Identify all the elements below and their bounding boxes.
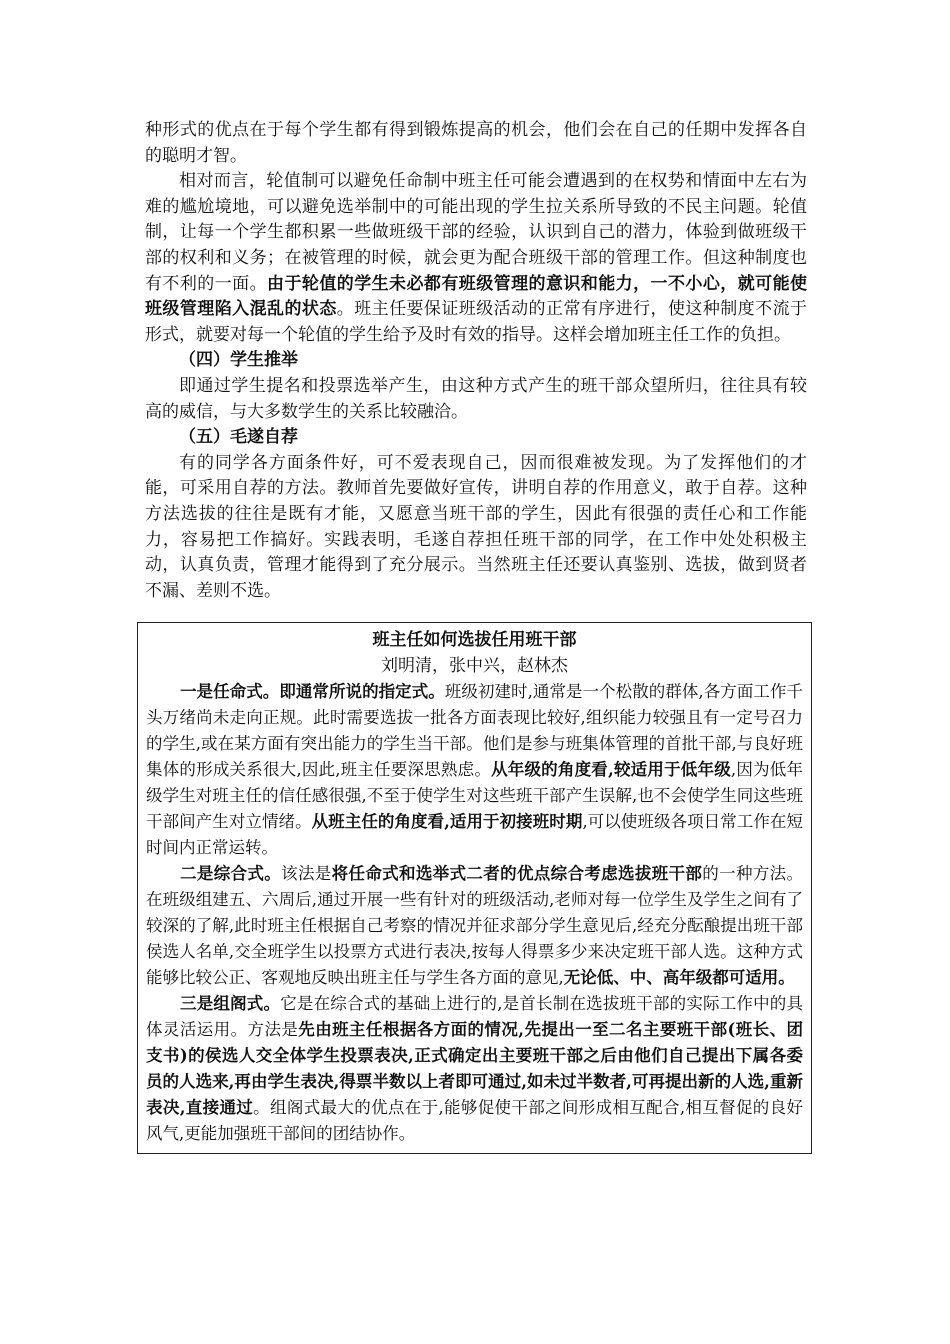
document-body bbox=[145, 118, 807, 604]
text-run: 该法是 bbox=[281, 864, 332, 883]
bold-run: 先由班主任根据各方面的情况,先提出一至二名主要班干部(班长、团支书)的侯选人交全体学生投票表决,正式确定出主要班干部之后由他们自己提出下属各委员的人选来,再由学生表决,得票半数以上者即可通过,如未过半数者,可再提出新的人选,重新表决,直接通过 bbox=[146, 1020, 803, 1117]
text-run: 。组阁式最大的优点在于,能够促使干部之间形成相互配合,相互督促的良好风气,更能加强班干部间的团结协作。 bbox=[146, 1098, 803, 1143]
bold-run: 二是综合式。 bbox=[180, 864, 282, 883]
bold-run: 三是组阁式。 bbox=[180, 994, 281, 1013]
paragraph-rotation-advantage: 种形式的优点在于每个学生都有得到锻炼提高的机会，他们会在自己的任期中发挥各自的聪明才智。 bbox=[145, 120, 807, 166]
paragraph-self-recommendation: 有的同学各方面条件好，可不爱表现自己，因而很难被发现。为了发挥他们的才能，可采用自荐的方法。教师首先要做好宣传，讲明自荐的作用意义，敢于自荐。这种方法选拔的往往是既有才能，又愿意当班干部的学生，因此有很强的责任心和工作能力，容易把工作搞好。实践表明，毛遂自荐担任班干部的同学，在工作中处处积极主动，认真负责，管理才能得到了充分展示。当然班主任还要认真鉴别、选拔，做到贤者不漏、差则不选。 bbox=[145, 452, 807, 601]
paragraph-student-nomination: 即通过学生提名和投票选举产生，由这种方式产生的班干部众望所归，往往具有较高的威信，与大多数学生的关系比较融洽。 bbox=[145, 375, 807, 422]
bold-run: 从班主任的角度看,适用于初接班时期 bbox=[311, 812, 583, 831]
paragraph-cabinet-method bbox=[146, 991, 803, 1147]
bold-run: 一是任命式。即通常所说的指定式。 bbox=[180, 682, 445, 701]
paragraph-appointment-method bbox=[146, 679, 803, 861]
text-run: ,可以使班级各项日常工作在短时间内正常运转。 bbox=[146, 812, 803, 857]
article-title: 班主任如何选拔任用班干部 bbox=[372, 630, 577, 650]
article-authors: 刘明清，张中兴，赵林杰 bbox=[381, 656, 568, 676]
text-run: ,因为低年级学生对班主任的信任感很强,不至于使学生对这些班干部产生误解,也不会使学生同这些班干部间产生对立情绪。 bbox=[146, 760, 803, 831]
boxed-article bbox=[137, 622, 812, 1154]
text-run: 。班主任要保证班级活动的正常有序进行，使这种制度不流于形式，就要对每一个轮值的学生给予及时有效的指导。这样会增加班主任工作的负担。 bbox=[145, 299, 808, 345]
bold-run: 无论低、中、高年级都可适用。 bbox=[563, 968, 795, 987]
bold-run: 从年级的角度看,较适用于低年级 bbox=[491, 760, 731, 779]
bold-run: 由于轮值的学生未必都有班级管理的意识和能力，一不小心，就可能使班级管理陷入混乱的状态 bbox=[145, 273, 808, 320]
bold-run: 将任命式和选举式二者的优点综合考虑选拔班干部 bbox=[331, 864, 703, 883]
paragraph-rotation-comparison bbox=[145, 169, 807, 348]
section-heading-student-nomination: （四）学生推举 bbox=[179, 350, 298, 371]
section-heading-self-recommendation: （五）毛遂自荐 bbox=[179, 427, 298, 448]
text-run: 班级初建时,通常是一个松散的群体,各方面工作千头万绪尚未走向正规。此时需要选拔一批各方面表现比较好,组织能力较强且有一定号召力的学生,或在某方面有突出能力的学生当干部。他们是参与班集体管理的首批干部,与良好班集体的形成关系很大,因此,班主任要深思熟虑。 bbox=[146, 682, 803, 779]
paragraph-combined-method bbox=[146, 861, 803, 991]
text-run: 它是在综合式的基础上进行的,是首长制在选拔班干部的实际工作中的具体灵活运用。方法是 bbox=[146, 994, 804, 1039]
text-run: 的一种方法。在班级组建五、六周后,通过开展一些有针对的班级活动,老师对每一位学生及学生之间有了较深的了解,此时班主任根据自己考察的情况并征求部分学生意见后,经充分酝酿提出班干部侯选人名单,交全班学生以投票方式进行表决,按每人得票多少来决定班干部人选。这种方式能够比较公正、客观地反映出班主任与学生各方面的意见, bbox=[146, 864, 804, 987]
text-run: 相对而言，轮值制可以避免任命制中班主任可能会遭遇到的在权势和情面中左右为难的尴尬境地，可以避免选举制中的可能出现的学生拉关系所导致的不民主问题。轮值制，让每一个学生都积累一些做班级干部的经验，认识到自己的潜力，体验到做班级干部的权利和义务；在被管理的时候，就会更为配合班级干部的管理工作。但这种制度也有不利的一面。 bbox=[145, 171, 807, 294]
